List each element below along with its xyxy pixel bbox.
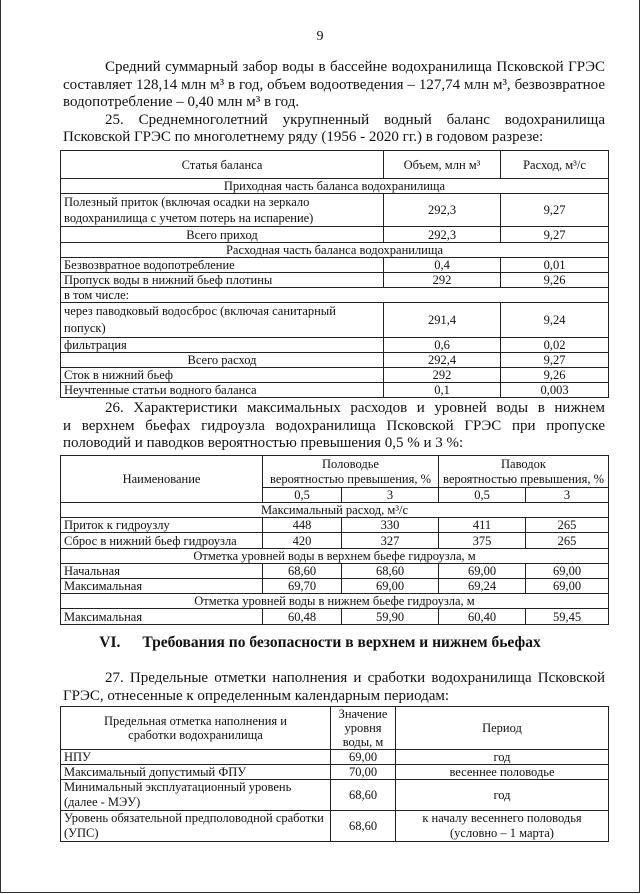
header-cell: Предельная отметка наполнения и сработки водохранилища — [61, 707, 331, 750]
table-cell: 9,26 — [501, 368, 609, 383]
table-cell: год — [396, 750, 609, 765]
header-text: Половодье — [322, 457, 379, 471]
reservoir-levels-table — [60, 706, 609, 842]
line: Псковской ГРЭС по многолетнему ряду (1956 - 2020 гг.) в годовом разрезе: — [63, 129, 544, 146]
header-text: вероятностью превышения, % — [269, 472, 432, 486]
table-cell: через паводковый водосброс (включая санитарный попуск) — [61, 303, 384, 338]
table-cell: 68,60 — [331, 811, 396, 842]
table-cell: 68,60 — [263, 564, 342, 579]
table-cell: 69,70 — [263, 579, 342, 594]
header-cell: Расход, м³/с — [501, 151, 609, 179]
table-cell: 9,26 — [501, 273, 609, 288]
table-cell: 0,01 — [501, 258, 609, 273]
table-cell: 0,02 — [501, 338, 609, 353]
table-cell: 9,27 — [501, 353, 609, 368]
table-cell: 69,00 — [342, 579, 439, 594]
table-cell: Минимальный эксплуатационный уровень (далее - МЭУ) — [61, 780, 331, 811]
section-row: Отметка уровней воды в нижнем бьефе гидроузла, м — [61, 594, 609, 609]
table-cell: к началу весеннего половодья (условно – 1 марта) — [396, 811, 609, 842]
section-title: Требования по безопасности в верхнем и нижнем бьефах — [142, 634, 541, 651]
section-heading — [0, 634, 640, 652]
table-cell: 69,24 — [439, 579, 526, 594]
table-cell: Пропуск воды в нижний бьеф плотины — [61, 273, 384, 288]
header-cell — [263, 456, 439, 488]
table-cell: 292,3 — [384, 194, 501, 227]
line: водопотребление – 0,40 млн м³ в год. — [63, 94, 300, 111]
line: составляет 128,14 млн м³ в год, объем водоотведения – 127,74 млн м³, безвозвратное — [63, 76, 605, 93]
table-cell: 60,40 — [439, 609, 526, 625]
table-cell: 375 — [439, 533, 526, 549]
line: 25. Среднемноголетний укрупненный водный баланс водохранилища — [105, 111, 605, 128]
table-cell: фильтрация — [61, 338, 384, 353]
header-cell: Наименование — [61, 456, 263, 503]
table-cell: 9,27 — [501, 194, 609, 227]
table-cell: 68,60 — [331, 780, 396, 811]
table-cell: 60,48 — [263, 609, 342, 625]
line: и верхнем бьефах гидроузла водохранилища Псковской ГРЭС при пропуске — [63, 417, 605, 434]
table-cell: Максимальная — [61, 579, 263, 594]
table-cell: Максимальная — [61, 609, 263, 625]
header-cell: 0,5 — [263, 488, 342, 503]
table-cell: 0,1 — [384, 383, 501, 398]
table-cell: 292 — [384, 368, 501, 383]
max-discharge-table — [60, 455, 609, 625]
table-cell: Приток к гидроузлу — [61, 518, 263, 533]
table-cell: 9,27 — [501, 227, 609, 243]
table-cell: 69,00 — [331, 750, 396, 765]
line: 27. Предельные отметки наполнения и сработки водохранилища Псковской — [105, 670, 605, 686]
paragraph-26 — [63, 400, 605, 453]
section-row: Отметка уровней воды в верхнем бьефе гидроузла, м — [61, 549, 609, 564]
table-cell: Сброс в нижний бьеф гидроузла — [61, 533, 263, 549]
line: Средний суммарный забор воды в бассейне водохранилища Псковской ГРЭС — [105, 59, 605, 75]
table-cell: 0,6 — [384, 338, 501, 353]
table-cell: Начальная — [61, 564, 263, 579]
section-row: Приходная часть баланса водохранилища — [61, 179, 609, 194]
table-cell: 59,45 — [526, 609, 609, 625]
table-cell: 420 — [263, 533, 342, 549]
table-cell: 69,00 — [526, 579, 609, 594]
table-cell: Всего приход — [61, 227, 384, 243]
header-text: вероятностью превышения, % — [442, 472, 605, 486]
section-row: Расходная часть баланса водохранилища — [61, 243, 609, 258]
table-cell: НПУ — [61, 750, 331, 765]
water-balance-table — [60, 150, 609, 398]
section-row: Максимальный расход, м³/с — [61, 503, 609, 518]
table-cell: 0,003 — [501, 383, 609, 398]
table-cell: 291,4 — [384, 303, 501, 338]
table-cell: весеннее половодье — [396, 765, 609, 780]
line: половодий и паводков вероятностью превышения 0,5 % и 3 %: — [63, 435, 464, 452]
table-cell: Всего расход — [61, 353, 384, 368]
line: 26. Характеристики максимальных расходов и уровней воды в нижнем — [105, 400, 605, 416]
header-text: Паводок — [501, 457, 546, 471]
table-cell: 69,00 — [439, 564, 526, 579]
table-cell: 448 — [263, 518, 342, 533]
table-cell: 265 — [526, 518, 609, 533]
table-cell: Максимальный допустимый ФПУ — [61, 765, 331, 780]
table-cell: Неучтенные статьи водного баланса — [61, 383, 384, 398]
paragraph-intake — [63, 59, 605, 147]
paragraph-27 — [63, 670, 605, 705]
section-number: VI. — [99, 634, 121, 651]
header-cell: Значение уровня воды, м — [331, 707, 396, 750]
table-cell: 292,3 — [384, 227, 501, 243]
table-cell: 0,4 — [384, 258, 501, 273]
table-cell: 59,90 — [342, 609, 439, 625]
table-cell: Полезный приток (включая осадки на зеркало водохранилища с учетом потерь на испарение) — [61, 194, 384, 227]
table-cell: 265 — [526, 533, 609, 549]
header-cell: Объем, млн м³ — [384, 151, 501, 179]
header-cell: 3 — [342, 488, 439, 503]
table-cell: Уровень обязательной предполоводной сработки (УПС) — [61, 811, 331, 842]
header-cell: Период — [396, 707, 609, 750]
table-cell: 9,24 — [501, 303, 609, 338]
table-cell: Сток в нижний бьеф — [61, 368, 384, 383]
line: ГРЭС, отнесенные к определенным календарным периодам: — [63, 687, 450, 704]
table-cell: 68,60 — [342, 564, 439, 579]
table-cell: 292 — [384, 273, 501, 288]
table-cell: в том числе: — [61, 288, 609, 303]
table-cell: год — [396, 780, 609, 811]
table-cell: 411 — [439, 518, 526, 533]
table-cell: 292,4 — [384, 353, 501, 368]
table-cell: 70,00 — [331, 765, 396, 780]
header-cell: 0,5 — [439, 488, 526, 503]
header-cell: Статья баланса — [61, 151, 384, 179]
page-number: 9 — [316, 29, 324, 44]
header-cell — [439, 456, 609, 488]
table-cell: Безвозвратное водопотребление — [61, 258, 384, 273]
table-cell: 327 — [342, 533, 439, 549]
header-cell: 3 — [526, 488, 609, 503]
table-cell: 330 — [342, 518, 439, 533]
table-cell: 69,00 — [526, 564, 609, 579]
